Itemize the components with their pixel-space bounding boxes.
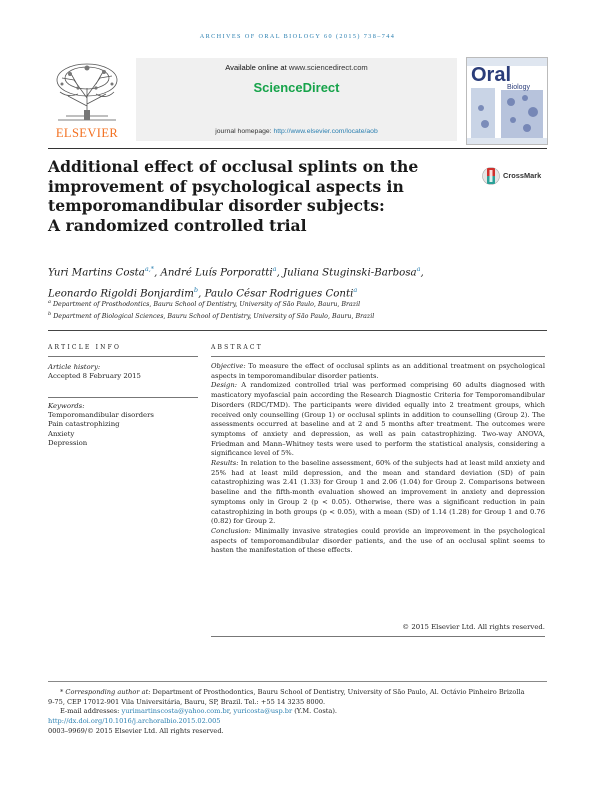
abstract-divider [211,356,545,357]
abstract-text: In relation to the baseline assessment, 60% of the subjects had at least mild anxiety and 25% had at least mild depression, and the mean and standard deviation (SD) of pain catastrophizing was 2.41 (1.33) for Group 1 and 2.06 (1.04) for Group 2. Comparisons between baseline and the fifth-month evaluation showed an improvement in anxiety and depression symptoms only in Group 2 (p < 0.05). Otherwise, there was a significant reduction in pain catastrophizing in both groups (p < 0.05), with a mean (SD) of 1.14 (1.28) for Group 1 and 0.76 (0.82) for Group 2. [211,459,545,526]
author-list [48,261,548,303]
author-name: André Luís Porporatti [160,267,273,279]
section-rule [48,330,547,331]
homepage-label: journal homepage: [215,128,272,135]
title-line: improvement of psychological aspects in [48,176,404,196]
article-info-divider [48,356,198,357]
abstract-body [211,362,545,556]
article-info-heading: ARTICLE INFO [48,344,122,351]
author-affiliation-mark[interactable]: b [193,285,199,294]
corresponding-author-note [48,688,548,698]
keywords-label: Keywords: [48,402,85,410]
abstract-results [211,459,545,527]
abstract-text: A randomized controlled trial was performed comprising 60 adults diagnosed with masticatory myofascial pain according the Research Diagnostic Criteria for Temporomandibular Disorders (RDC/TMD). The participants were divided equally into 2 treatment groups, which received only counselling (Group 1) or occlusal splints in addition to counselling (Group 2). The assessments occurred at baseline and at 2 and 5 months after treatment. The outcomes were symptoms of anxiety and depression, as well as pain catastrophizing. Two-way ANOVA, Friedman and Mann–Whitney tests were used to perform the statistical analysis, considering a significance level of 5%. [211,381,545,458]
affiliation-text: Department of Biological Sciences, Bauru School of Dentistry, University of São Paulo, Bauru, Brazil [53,313,375,321]
sciencedirect-wordmark[interactable]: ScienceDirect [253,80,340,95]
author-name: Juliana Stuginski-Barbosa [283,267,417,279]
author-affiliation-mark[interactable]: a [416,265,421,273]
keywords-block [48,402,198,448]
email-suffix: (Y.M. Costa). [292,707,337,716]
issn-line: 0003–9969/© 2015 Elsevier Ltd. All rights reserved. [48,726,224,735]
keyword: Temporomandibular disorders [48,411,154,420]
abstract-end-divider [211,636,545,637]
title-line: temporomandibular disorder subjects: [48,196,385,215]
keyword: Anxiety [48,429,75,438]
keywords-divider [48,397,198,398]
author-name: Leonardo Rigoldi Bonjardim [48,288,194,300]
title-line: A randomized controlled trial [48,215,307,235]
abstract-label: Design: [211,381,237,390]
affiliation-mark: b [48,311,52,317]
journal-homepage-line [136,128,457,135]
author-name: Paulo César Rodrigues Conti [204,288,354,300]
affiliation-text: Department of Prosthodontics, Bauru School of Dentistry, University of São Paulo, Bauru, Brazil [53,301,361,309]
journal-cover-thumbnail [466,57,548,145]
abstract-label: Results: [211,459,239,468]
author-name: Yuri Martins Costa [48,267,145,279]
email-link-1[interactable]: yurimartinscosta@yahoo.com.br [121,707,230,716]
author-line-1: Yuri Martins Costa$^{a,*}$, André Luís Porporatti$^a$, Juliana Stuginski-Barbosa$^a$, [48,265,424,279]
header-rule [48,148,547,149]
abstract-label: Conclusion: [211,526,252,535]
crossmark-label: CrossMark [503,171,542,180]
crossmark-icon [482,165,500,187]
accepted-date: Accepted 8 February 2015 [48,372,141,381]
abstract-objective [211,362,545,381]
corresponding-text-2: 9-75, CEP 17012-901 Vila Universitária, Bauru, SP, Brazil. Tel.: +55 14 3235 8000. [48,697,326,706]
affiliation-mark: a [48,299,51,305]
abstract-conclusion [211,527,545,556]
article-history [48,363,198,381]
corresponding-label: Corresponding author at: [65,688,151,696]
sciencedirect-url-link[interactable]: www.sciencedirect.com [288,63,368,72]
crossmark-badge[interactable] [482,163,542,193]
cover-title: Oral [471,64,512,86]
publisher-name: ELSEVIER [55,126,119,140]
abstract-text: To measure the effect of occlusal splints as an additional treatment on psychological aspects in temporomandibular disorder patients. [211,362,545,380]
author-affiliation-mark[interactable]: a,* [144,265,155,273]
journal-homepage-link[interactable]: http://www.elsevier.com/locate/aob [273,128,378,135]
affiliation-a [48,299,548,308]
title-line: Additional effect of occlusal splints on the [48,157,419,176]
history-label: Article history: [48,363,101,371]
footnote-mark: * [60,688,64,696]
email-link-2[interactable]: yuricosta@usp.br [233,707,293,716]
keyword: Pain catastrophizing [48,420,120,429]
email-label: E-mail addresses: [60,707,120,716]
journal-running-head: ARCHIVES OF ORAL BIOLOGY 60 (2015) 738–744 [199,33,396,40]
cover-subtitle: Biology [507,84,530,91]
footnote-rule [48,681,547,682]
abstract-copyright: © 2015 Elsevier Ltd. All rights reserved. [402,623,545,631]
available-online-line [136,63,457,72]
available-prefix: Available online at [225,63,287,72]
keyword: Depression [48,438,88,447]
footnotes [48,688,548,737]
article-title [48,157,468,235]
author-affiliation-mark[interactable]: a [272,265,277,273]
author-affiliation-mark[interactable]: a [353,285,358,294]
abstract-text: Minimally invasive strategies could provide an improvement in the psychological aspects of temporomandibular disorder patients, and the use of an occlusal splint seems to hasten the manifestation of these effects. [211,526,545,555]
corresponding-text: Department of Prosthodontics, Bauru School of Dentistry, University of São Paulo, Al. Octávio Pinheiro Brizolla [150,688,525,696]
abstract-heading: ABSTRACT [211,344,263,351]
abstract-label: Objective: [211,362,246,370]
abstract-design [211,381,545,459]
email-line: E-mail addresses: yurimartinscosta@yahoo.com.br, yuricosta@usp.br (Y.M. Costa). [60,707,337,716]
affiliation-b [48,311,548,320]
doi-link[interactable]: http://dx.doi.org/10.1016/j.archoralbio.2015.02.005 [48,717,221,726]
author-line-2: Leonardo Rigoldi Bonjardim$^b$, Paulo César Rodrigues Conti$^a$ [48,285,358,300]
